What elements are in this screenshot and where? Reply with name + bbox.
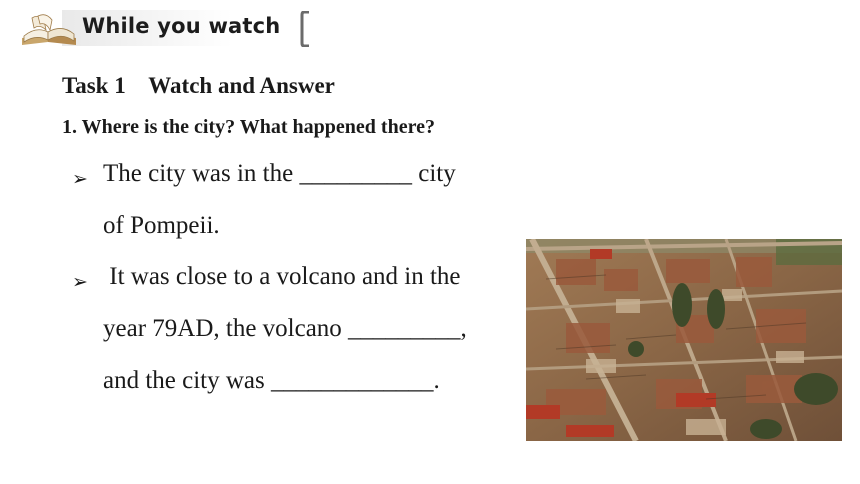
arrow-bullet-icon: ➢ (72, 168, 88, 190)
header-title: While you watch (82, 14, 281, 38)
pompeii-aerial-photo (526, 239, 842, 441)
task-title: Task 1 Watch and Answer (62, 73, 335, 98)
section-header (18, 8, 310, 48)
bullet-1-line-2: of Pompeii. (103, 212, 220, 239)
bullet-2-line-2: year 79AD, the volcano _________, (103, 315, 467, 342)
bullet-2-line-1: It was close to a volcano and in the (103, 263, 461, 290)
question-text: 1. Where is the city? What happened there? (62, 116, 435, 138)
open-book-icon (18, 12, 80, 48)
bullet-1-line-1: The city was in the _________ city (103, 160, 456, 187)
bracket-icon (300, 11, 312, 47)
bullet-2-line-3: and the city was _____________. (103, 367, 440, 394)
arrow-bullet-icon: ➢ (72, 271, 88, 293)
